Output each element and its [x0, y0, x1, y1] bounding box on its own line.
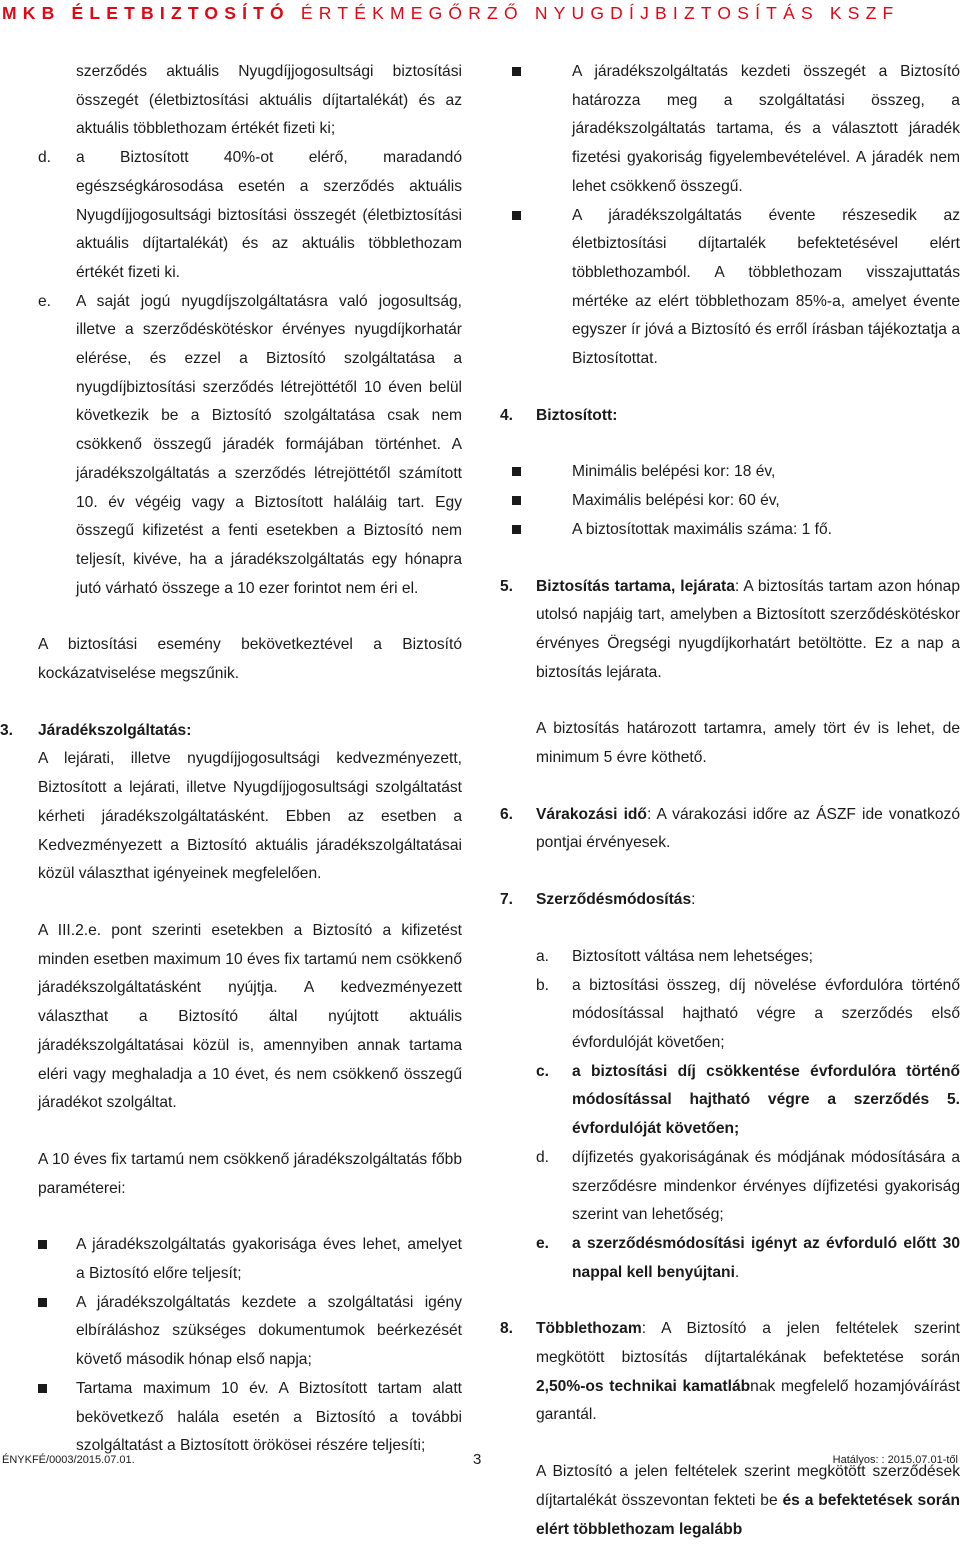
document-header	[0, 0, 960, 26]
item-text: Biztosított váltása nem lehetséges;	[572, 947, 813, 965]
item-marker: d.	[38, 149, 52, 167]
item-text: A járadékszolgáltatás évente részesedik az életbiztosítási díjtartalék befektetésével elért többlethozamból. A többlethozam visszajuttatás mértéke az elért többlethozam 85%-a, amelyet évente egyszer ír jóvá a Biztosító és erről írásban tájékoztatja a Biztosítottat.	[572, 206, 960, 368]
item-marker: d.	[536, 1148, 550, 1166]
effective-date: Hatályos: : 2015.07.01-től	[832, 1454, 958, 1466]
bullet-icon	[38, 1298, 47, 1307]
item-text: A járadékszolgáltatás kezdeti összegét a Biztosító határozza meg a szolgáltatási összeg, a járadékszolgáltatás tartama, és a választott járadék fizetési gyakoriság figyelembevételével. A járadék nem lehet csökkenő összegű.	[572, 63, 960, 195]
item-text: Tartama maximum 10 év. A Biztosított tartam alatt bekövetkező halála esetén a Biztosító a további szolgáltatást a Biztosított örökösei részére teljesíti;	[76, 1379, 462, 1455]
item-marker: e.	[536, 1234, 550, 1252]
section-paragraph: A 10 éves fix tartamú nem csökkenő járadékszolgáltatás főbb paraméterei:	[38, 1150, 462, 1197]
section-paragraph: A biztosítás határozott tartamra, amely tört év is lehet, de minimum 5 évre köthető.	[536, 720, 960, 767]
section-title: Szerződésmódosítás	[536, 891, 692, 909]
section-number: 5.	[500, 577, 514, 595]
item-marker: c.	[536, 1062, 550, 1080]
section-5	[500, 573, 960, 773]
section-title: Többlethozam	[536, 1320, 642, 1338]
item-text: A járadékszolgáltatás kezdete a szolgáltatási igény elbíráláshoz szükséges dokumentumok beérkezését követő második hónap első napja;	[76, 1293, 462, 1369]
section-number: 7.	[500, 891, 514, 909]
section-paragraph-bold: és a befektetések során elért többlethozam legalább	[536, 1491, 960, 1538]
event-paragraph: A biztosítási esemény bekövetkeztével a Biztosító kockázatviselése megszűnik.	[38, 636, 462, 683]
header-product-title: ÉRTÉKMEGŐRZŐ NYUGDÍJBIZTOSÍTÁS KSZF	[300, 3, 900, 23]
bullet-icon	[512, 496, 521, 505]
list-item	[500, 458, 960, 487]
item-text: díjfizetés gyakoriságának és módjának módosítására a szerződésre mindenkor érvényes díjfizetési gyakoriság szerint van lehetőség;	[572, 1148, 960, 1224]
section-title: Járadékszolgáltatás:	[38, 721, 192, 739]
item-text: A járadékszolgáltatás gyakorisága éves lehet, amelyet a Biztosító előre teljesít;	[76, 1236, 462, 1283]
item-text: a biztosítási díj csökkentése évfordulóra történő módosítással hajtható végre a szerződés 5. évfordulóját követően;	[572, 1062, 960, 1138]
item-text: a Biztosított 40%-ot elérő, maradandó egészségkárosodása esetén a szerződés aktuális Nyugdíjjogosultsági biztosítási összegét (életbiztosítási aktuális díjtartalékát) és az aktuális többlethozam értékét fizeti ki.	[76, 149, 462, 281]
section-title: Biztosítás tartama, lejárata	[536, 577, 735, 595]
list-item-d	[536, 1144, 960, 1230]
list-item	[500, 487, 960, 516]
document-code: ÉNYKFÉ/0003/2015.07.01.	[2, 1454, 135, 1466]
section-6	[500, 801, 960, 858]
section-paragraph: A Biztosító a jelen feltételek szerint megkötött szerződések díjtartalékát összevontan fekteti be	[536, 1463, 960, 1509]
item-marker: b.	[536, 976, 550, 994]
bullet-icon	[38, 1240, 47, 1249]
section-8	[500, 1315, 960, 1544]
section-paragraph: A III.2.e. pont szerinti esetekben a Biztosító a kifizetést minden esetben maximum 10 éves fix tartamú nem csökkenő járadékszolgáltatásként nyújtja. A kedvezményezett választhat a Biztosító által nyújtott aktuális járadékszolgáltatásai közül is, amennyiben annak tartama eléri vagy meghaladja a 10 évet, és nem csökkenő összegű járadékot szolgáltat.	[38, 921, 462, 1112]
section-number: 3.	[0, 721, 14, 739]
item-suffix: .	[734, 1263, 740, 1281]
section-number: 6.	[500, 805, 514, 823]
item-text: A saját jogú nyugdíjszolgáltatásra való jogosultság, illetve a szerződéskötéskor érvényes nyugdíjkorhatár elérése, és ezzel a Biztosító szolgáltatása a nyugdíjbiztosítási szerződés létrejöttétől 10 éven belül következik be a Biztosító szolgáltatása csak nem csökkenő összegű járadék formájában történhet. A járadékszolgáltatás a szerződés létrejöttétől számított 10. év végéig vagy a Biztosított haláláig tart. Egy összegű kifizetést a fenti esetekben a Biztosító nem teljesít, kivéve, ha a járadékszolgáltatás egy hónapra jutó várható összege a 10 ezer forintot nem éri el.	[76, 292, 462, 597]
list-item-d	[38, 144, 462, 288]
section-number: 4.	[500, 406, 514, 424]
item-text: Minimális belépési kor: 18 év,	[572, 463, 776, 481]
section-title-colon: :	[691, 891, 696, 909]
page-number: 3	[473, 1451, 482, 1468]
section-7	[500, 886, 960, 1287]
list-item-a	[536, 943, 960, 972]
section-text: : A biztosítás tartam azon hónap utolsó napjáig tart, amelyben a Biztosított szerződéskötéskor érvényes Öregségi nyugdíjkorhatárt betöltötte. Ez a nap a biztosítás lejárata.	[536, 577, 960, 681]
section-3	[0, 717, 462, 889]
item-text: a szerződésmódosítási igényt az évforduló előtt 30 nappal kell benyújtani	[572, 1234, 960, 1281]
section-4	[500, 402, 960, 431]
section-number: 8.	[500, 1320, 514, 1338]
bullet-icon	[512, 525, 521, 534]
bullet-icon	[512, 467, 521, 476]
right-column	[500, 58, 960, 1544]
bullet-icon	[512, 211, 521, 220]
item-marker: e.	[38, 292, 52, 310]
list-item	[500, 58, 960, 202]
list-item-b	[536, 972, 960, 1058]
section-text: : A várakozási időre az ÁSZF ide vonatkozó pontjai érvényesek.	[536, 805, 960, 852]
list-item-e	[536, 1230, 960, 1287]
list-item	[500, 516, 960, 545]
item-marker: a.	[536, 947, 550, 965]
header-bold-title: MKB ÉLETBIZTOSÍTÓ	[2, 3, 290, 23]
item-text: Maximális belépési kor: 60 év,	[572, 492, 780, 510]
list-item	[38, 1289, 462, 1375]
bullet-icon	[38, 1384, 47, 1393]
list-item	[38, 1231, 462, 1288]
list-item	[500, 202, 960, 374]
section-text: : A Biztosító a jelen feltételek szerint megkötött biztosítás díjtartalékának befektetése során	[536, 1320, 960, 1367]
section-paragraph: A lejárati, illetve nyugdíjjogosultsági kedvezményezett, Biztosított a lejárati, illetve Nyugdíjjogosultsági szolgáltatást kérheti járadékszolgáltatásként. Ebben az esetben a Kedvezményezett a Biztosító aktuális járadékszolgáltatásai közül választhat igényeinek megfelelően.	[38, 750, 462, 883]
section-text: nak megfelelő hozamjóváírást garantál.	[536, 1377, 960, 1424]
continuation-paragraph: szerződés aktuális Nyugdíjjogosultsági biztosítási összegét (életbiztosítási aktuális díjtartalékát) és az aktuális többlethozam értékét fizeti ki;	[76, 63, 462, 138]
item-text: a biztosítási összeg, díj növelése évfordulóra történő módosítással hajtható végre a szerződés első évfordulóját követően;	[572, 976, 960, 1051]
section-title: Biztosított:	[536, 406, 618, 424]
item-text: A biztosítottak maximális száma: 1 fő.	[572, 520, 832, 538]
technical-rate: 2,50%-os technikai kamatláb	[536, 1377, 751, 1395]
page-footer	[0, 1450, 960, 1470]
section-title: Várakozási idő	[536, 805, 647, 823]
list-item	[38, 1375, 462, 1461]
list-item-e	[38, 288, 462, 604]
list-item-c	[536, 1058, 960, 1144]
bullet-icon	[512, 67, 521, 76]
